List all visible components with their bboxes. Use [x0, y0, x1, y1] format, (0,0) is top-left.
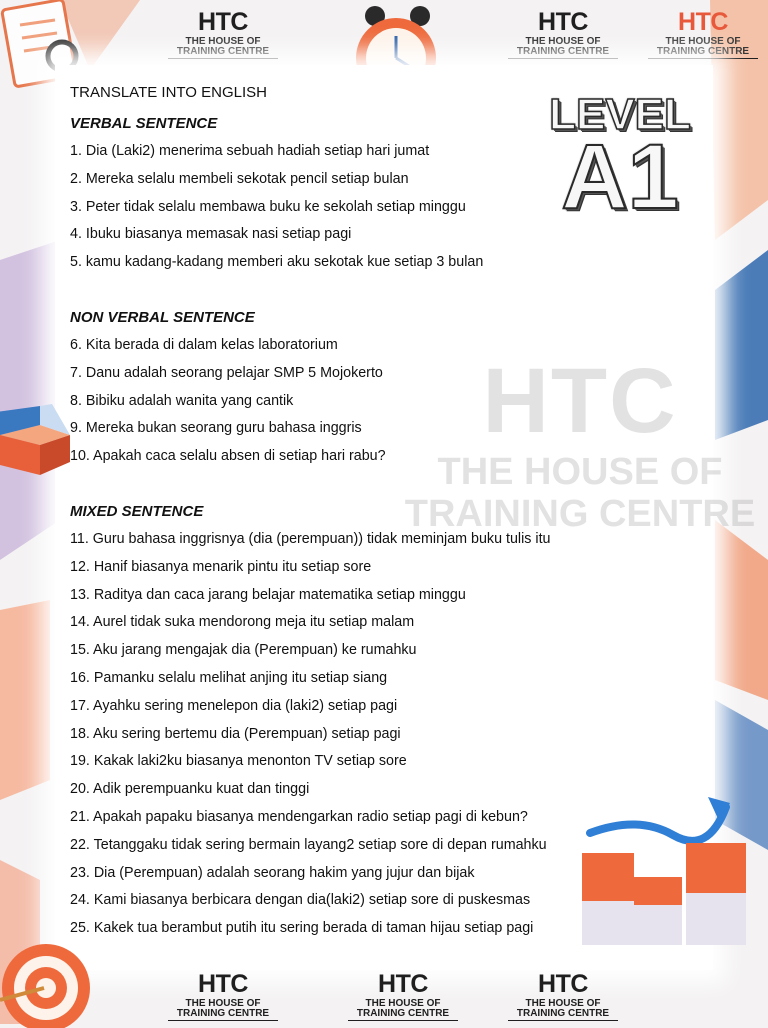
brand-logo-line1: THE HOUSE OF — [525, 36, 601, 47]
list-item: 23. Dia (Perempuan) adalah seorang hakim yang jujur dan bijak — [70, 864, 475, 881]
list-item: 14. Aurel tidak suka mendorong meja itu setiap malam — [70, 614, 415, 631]
list-item: 3. Peter tidak selalu membawa buku ke sekolah setiap minggu — [70, 198, 466, 215]
brand-logo-top-1 — [168, 10, 278, 59]
brand-logo-text: HTC — [198, 970, 248, 998]
instruction: TRANSLATE INTO ENGLISH — [70, 84, 267, 101]
list-item: 10. Apakah caca selalu absen di setiap hari rabu? — [70, 448, 386, 465]
brand-logo-text: HTC — [198, 8, 248, 36]
list-item: 17. Ayahku sering menelepon dia (laki2) setiap pagi — [70, 697, 398, 714]
brand-logo-top-2 — [508, 10, 618, 59]
verbal-list — [70, 138, 630, 277]
brand-logo-line1: THE HOUSE OF — [185, 998, 261, 1009]
list-item: 2. Mereka selalu membeli sekotak pencil setiap bulan — [70, 170, 409, 187]
worksheet-content — [70, 82, 630, 943]
brand-logo-text: HTC — [538, 970, 588, 998]
brand-logo-bottom-2 — [348, 972, 458, 1021]
brand-logo-top-3 — [648, 10, 758, 59]
brand-logo-line2: TRAINING CENTRE — [168, 1009, 278, 1021]
brand-logo-line2: TRAINING CENTRE — [168, 47, 278, 59]
list-item: 13. Raditya dan caca jarang belajar matematika setiap minggu — [70, 586, 466, 603]
list-item: 11. Guru bahasa inggrisnya (dia (perempuan)) tidak meminjam buku tulis itu — [70, 530, 551, 547]
list-item: 1. Dia (Laki2) menerima sebuah hadiah setiap hari jumat — [70, 143, 430, 159]
brand-logo-line1: THE HOUSE OF — [365, 998, 441, 1009]
brand-logo-line2: TRAINING CENTRE — [648, 47, 758, 59]
list-item: 12. Hanif biasanya menarik pintu itu setiap sore — [70, 558, 372, 575]
level-word: LEVEL — [549, 90, 691, 139]
open-box-icon — [0, 400, 80, 480]
mixed-list — [70, 526, 630, 943]
list-item: 19. Kakak laki2ku biasanya menonton TV setiap sore — [70, 753, 407, 770]
brand-logo-bottom-3 — [508, 972, 618, 1021]
list-item: 4. Ibuku biasanya memasak nasi setiap pagi — [70, 226, 352, 243]
watermark-line2: TRAINING CENTRE — [404, 493, 756, 535]
list-item: 20. Adik perempuanku kuat dan tinggi — [70, 781, 310, 798]
section-heading-verbal: VERBAL SENTENCE — [70, 115, 218, 132]
brand-logo-line1: THE HOUSE OF — [185, 36, 261, 47]
list-item: 16. Pamanku selalu melihat anjing itu setiap siang — [70, 669, 388, 686]
brand-logo-text: HTC — [378, 970, 428, 998]
list-item: 5. kamu kadang-kadang memberi aku sekotak kue setiap 3 bulan — [70, 254, 484, 271]
list-item: 6. Kita berada di dalam kelas laboratorium — [70, 336, 338, 353]
list-item: 9. Mereka bukan seorang guru bahasa inggris — [70, 420, 362, 437]
list-item: 18. Aku sering bertemu dia (Perempuan) setiap pagi — [70, 725, 401, 742]
brand-logo-text: HTC — [538, 8, 588, 36]
watermark-text: HTC — [482, 350, 678, 452]
brand-logo-line2: TRAINING CENTRE — [508, 47, 618, 59]
list-item: 7. Danu adalah seorang pelajar SMP 5 Mojokerto — [70, 364, 383, 381]
brand-logo-line1: THE HOUSE OF — [665, 36, 741, 47]
brand-logo-line1: THE HOUSE OF — [525, 998, 601, 1009]
list-item: 15. Aku jarang mengajak dia (Perempuan) ke rumahku — [70, 642, 417, 659]
level-code: A1 — [561, 126, 679, 229]
list-item: 25. Kakek tua berambut putih itu sering berada di taman hijau setiap pagi — [70, 920, 534, 937]
brand-logo-line2: TRAINING CENTRE — [508, 1009, 618, 1021]
section-heading-mixed: MIXED SENTENCE — [70, 502, 204, 520]
target-icon — [0, 938, 100, 1028]
brand-logo-line2: TRAINING CENTRE — [348, 1009, 458, 1021]
brand-logo-bottom-1 — [168, 972, 278, 1021]
list-item: 24. Kami biasanya berbicara dengan dia(laki2) setiap sore di puskesmas — [70, 892, 531, 909]
list-item: 22. Tetanggaku tidak sering bermain layang2 setiap sore di depan rumahku — [70, 836, 547, 853]
section-heading-nonverbal: NON VERBAL SENTENCE — [70, 308, 255, 326]
nonverbal-list — [70, 332, 630, 471]
list-item: 8. Bibiku adalah wanita yang cantik — [70, 392, 294, 409]
brand-logo-text: HTC — [678, 8, 728, 36]
list-item: 21. Apakah papaku biasanya mendengarkan radio setiap pagi di kebun? — [70, 808, 528, 825]
watermark-line1: THE HOUSE OF — [437, 451, 723, 493]
